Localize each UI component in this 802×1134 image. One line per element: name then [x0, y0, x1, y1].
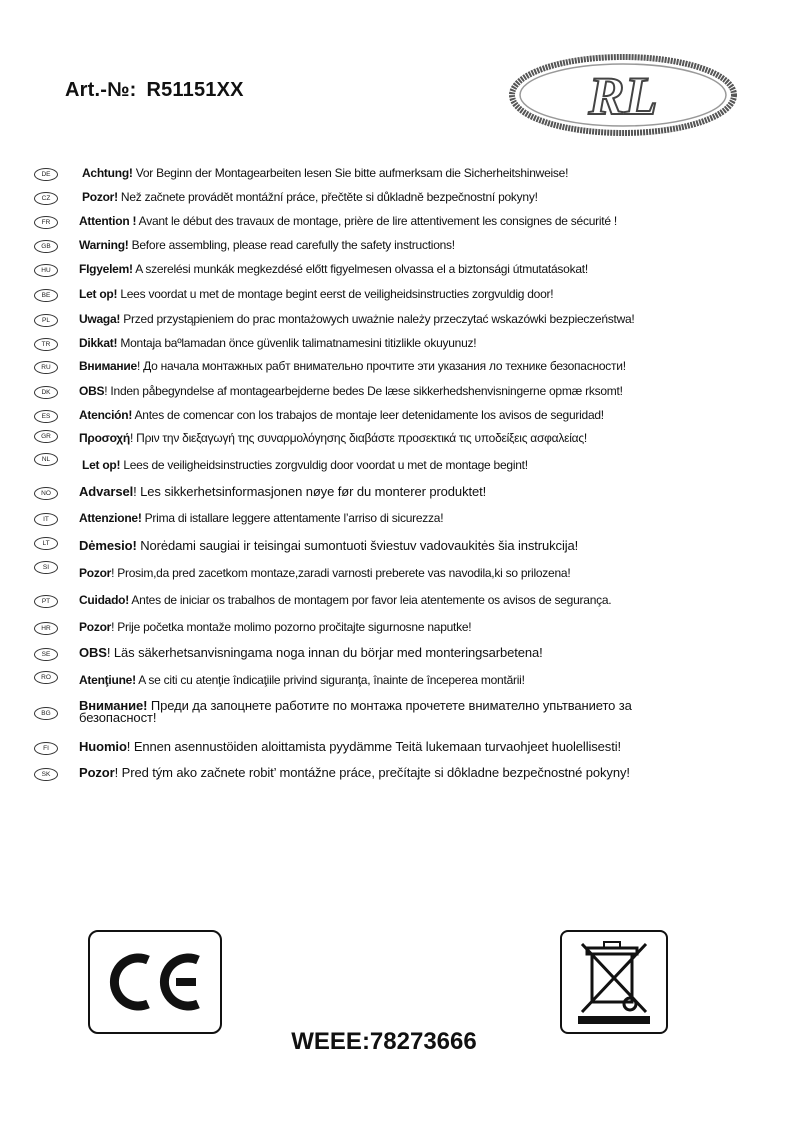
language-badge: HU — [34, 264, 58, 277]
warning-heading: Внимание! — [79, 698, 148, 713]
warning-text — [79, 359, 626, 373]
warning-heading: Huomio — [79, 739, 127, 754]
language-badge: LT — [34, 537, 58, 550]
weee-crossed-bin-icon — [560, 930, 668, 1034]
warning-heading: Cuidado! — [79, 593, 129, 607]
warning-body: Prima di istallare leggere attentamente l’arriso di sicurezza! — [141, 511, 444, 525]
language-badge: FI — [34, 742, 58, 755]
warning-text — [82, 190, 538, 204]
warning-text — [79, 740, 621, 754]
warning-heading: Uwaga! — [79, 312, 121, 326]
language-badge: GB — [34, 240, 58, 253]
language-badge: RU — [34, 361, 58, 374]
warning-text — [79, 566, 570, 580]
warning-text — [82, 166, 568, 180]
warning-heading: Let op! — [82, 458, 121, 472]
warning-body: Lees voordat u met de montage begint eerst de veiligheidsinstructies zorgvuldig door! — [117, 287, 554, 301]
language-badge: RO — [34, 671, 58, 684]
warning-body: A szerelési munkák megkezdésé előtt figyelmesen olvassa el a biztonsági útmutatásokat! — [132, 262, 588, 276]
warning-text — [79, 539, 578, 553]
warning-body: Преди да запоцнете работите по монтажа прочетете внимателно упьтванието за безопасност! — [79, 698, 632, 725]
language-badge: SI — [34, 561, 58, 574]
article-number-heading — [65, 79, 244, 102]
language-badge: GR — [34, 430, 58, 443]
article-number: R51151XX — [146, 79, 244, 101]
warning-text — [79, 287, 553, 301]
language-badge: IT — [34, 513, 58, 526]
warning-body: ! Les sikkerhetsinformasjonen nøye før du monterer produktet! — [133, 484, 487, 499]
warning-body: Vor Beginn der Montagearbeiten lesen Sie bitte aufmerksam die Sicherheitshinweise! — [132, 166, 569, 180]
warning-text — [79, 673, 525, 687]
language-badge: NO — [34, 487, 58, 500]
warning-body: Norėdami saugiai ir teisingai sumontuoti šviestuv vadovaukitės šia instrukcija! — [136, 538, 579, 553]
warning-heading: OBS — [79, 384, 105, 398]
warning-heading: Pozor — [79, 765, 115, 780]
warning-body: Antes de comencar con los trabajos de montaje leer detenidamente los avisos de seguridad! — [132, 408, 604, 422]
warning-body: Lees de veiligheidsinstructies zorgvuldig door voordat u met de montage begint! — [120, 458, 528, 472]
warning-body: ! Πριν την διεξαγωγή της συναρμολόγησης διαβάστε προσεκτικά τις υποδείξεις ασφαλείας! — [130, 431, 587, 445]
warning-body: Montaja baºlamadan önce güvenlik talimatnamesini titizlikle okuyunuz! — [117, 336, 477, 350]
language-badge: DE — [34, 168, 58, 181]
warning-heading: Attenzione! — [79, 511, 142, 525]
warning-text — [79, 408, 604, 422]
warning-text — [79, 700, 699, 724]
warning-heading: Dėmesio! — [79, 538, 137, 553]
warning-heading: Atenţiune! — [79, 673, 136, 687]
warning-text — [79, 431, 587, 445]
language-badge: SK — [34, 768, 58, 781]
warning-text — [82, 458, 528, 472]
language-badge: BE — [34, 289, 58, 302]
warning-heading: Warning! — [79, 238, 129, 252]
warning-body: ! Läs säkerhetsanvisningama noga innan du börjar med monteringsarbetena! — [106, 645, 543, 660]
language-badge: NL — [34, 453, 58, 466]
weee-registration-number: WEEE:78273666 — [291, 1028, 477, 1055]
warning-body: Before assembling, please read carefully the safety instructions! — [128, 238, 455, 252]
warning-heading: Advarsel — [79, 484, 134, 499]
warning-text — [79, 312, 635, 326]
language-badge: ES — [34, 410, 58, 423]
warning-text — [79, 214, 617, 228]
warning-body: ! Prosim,da pred zacetkom montaze,zaradi varnosti preberete vas navodila,ki so prilozena! — [111, 566, 571, 580]
warning-body: A se citi cu atenţie îndicaţiile privind siguranţa, înainte de începerea montării! — [135, 673, 525, 687]
warning-body: Avant le début des travaux de montage, prière de lire attentivement les consignes de sécurité ! — [136, 214, 617, 228]
svg-text:RL: RL — [588, 66, 658, 126]
language-badge: TR — [34, 338, 58, 351]
warning-heading: Pozor! — [82, 190, 118, 204]
language-badge: CZ — [34, 192, 58, 205]
warning-text — [79, 511, 443, 525]
rl-logo — [508, 52, 738, 138]
warning-heading: Pozor — [79, 620, 112, 634]
warning-body: ! Pred tým ako začnete robit’ montážne práce, prečítajte si dôkladne bezpečnostné pokyny! — [114, 765, 630, 780]
warning-heading: Внимание — [79, 359, 137, 373]
warning-heading: Atención! — [79, 408, 133, 422]
warning-heading: Achtung! — [82, 166, 133, 180]
warning-text — [79, 620, 471, 634]
language-badge: BG — [34, 707, 58, 720]
warning-text — [79, 766, 630, 780]
warning-text — [79, 485, 486, 499]
warning-text — [79, 262, 588, 276]
warning-heading: Attention ! — [79, 214, 137, 228]
warning-heading: FIgyelem! — [79, 262, 133, 276]
language-badge: SE — [34, 648, 58, 661]
warning-body: ! Prije početka montaže molimo pozorno pročitajte sigurnosne naputke! — [111, 620, 472, 634]
warning-body: Przed przystąpieniem do prac montażowych uważnie należy przeczytać wskazówki bezpieczeństwa! — [120, 312, 635, 326]
warning-heading: Let op! — [79, 287, 118, 301]
warning-text — [79, 336, 476, 350]
warning-body: Antes de iniciar os trabalhos de montagem por favor leia atentemente os avisos de segurança. — [129, 593, 612, 607]
warning-text — [79, 646, 543, 660]
warning-heading: OBS — [79, 645, 107, 660]
language-badge: FR — [34, 216, 58, 229]
language-badge: HR — [34, 622, 58, 635]
ce-mark-icon — [88, 930, 222, 1034]
warning-body: ! Ennen asennustöiden aloittamista pyydämme Teitä lukemaan turvaohjeet huolellisesti! — [126, 739, 622, 754]
article-label: Art.-№: — [65, 79, 137, 101]
warning-body: ! Inden påbegyndelse af montagearbejderne bedes De læse sikkerhedshenvisningerne opmæ rksomt! — [104, 384, 623, 398]
warning-body: Než začnete provádět montážní práce, přečtěte si důkladně bezpečnostní pokyny! — [117, 190, 538, 204]
language-badge: DK — [34, 386, 58, 399]
warning-body: ! До начала монтажных рабт внимательно прочтите эти указания ло технике безопасности! — [136, 359, 626, 373]
warning-text — [79, 384, 623, 398]
warning-text — [79, 238, 455, 252]
language-badge: PL — [34, 314, 58, 327]
warning-heading: Προσοχή — [79, 431, 131, 445]
warning-heading: Pozor — [79, 566, 112, 580]
warning-heading: Dikkat! — [79, 336, 118, 350]
warning-text — [79, 593, 611, 607]
language-badge: PT — [34, 595, 58, 608]
